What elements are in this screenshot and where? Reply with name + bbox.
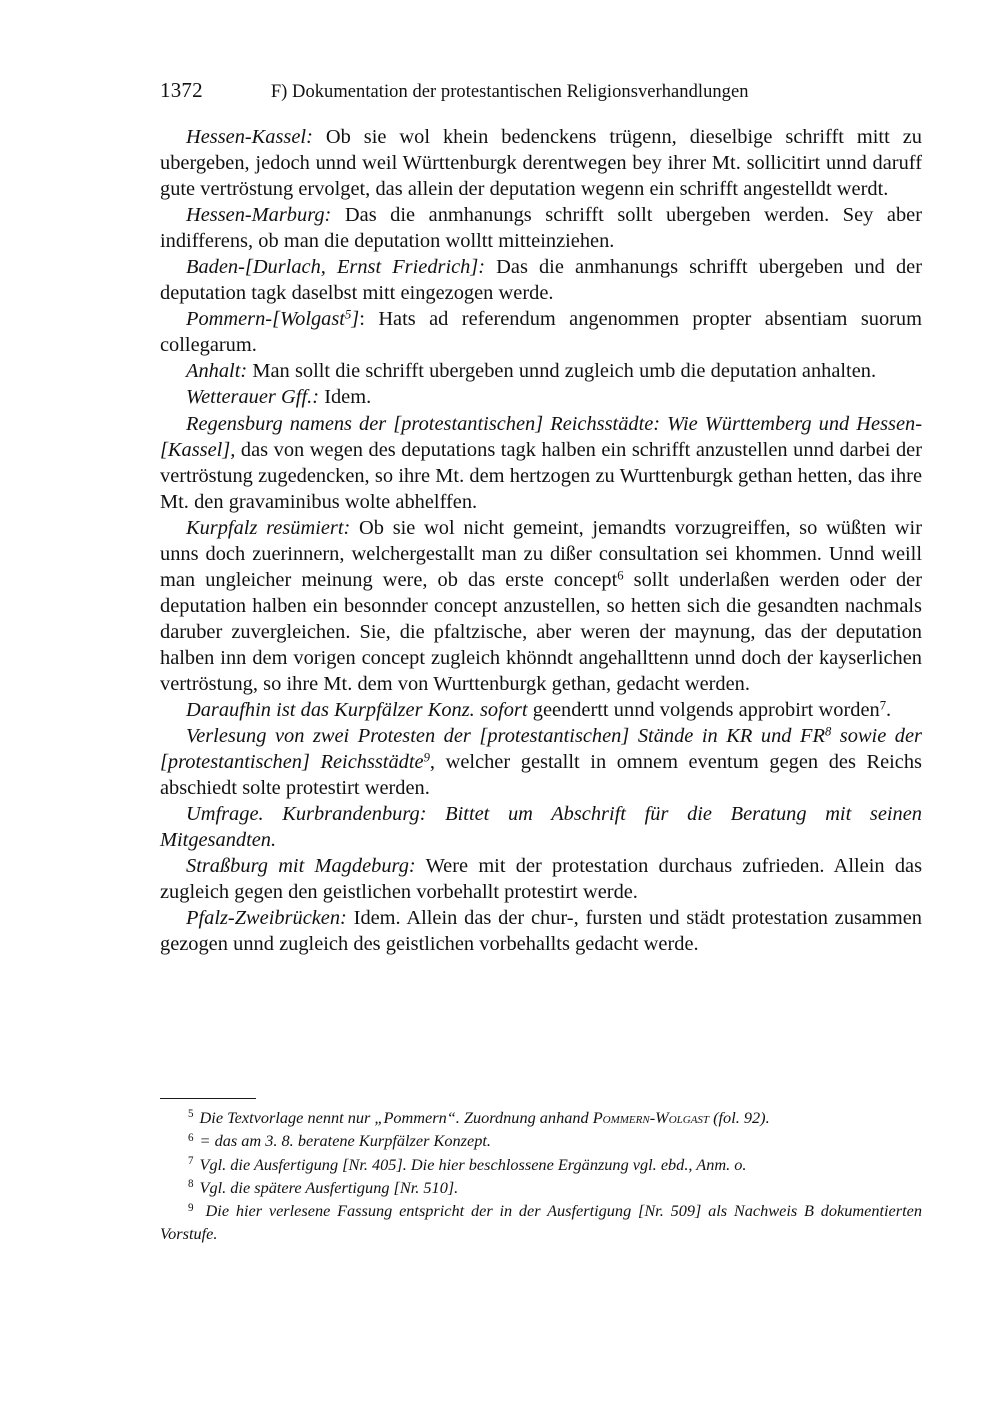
paragraph-pfalz-zweibruecken	[160, 905, 922, 957]
footnote-text-a: Vgl. die Ausfertigung [Nr. 405]. Die hier beschlossene Ergänzung vgl. ebd., Anm. o.	[199, 1154, 747, 1174]
paragraph-text: Ob sie wol khein bedenckens trügenn, dieselbige schrifft mitt zu ubergeben, jedoch unnd weil Württenburgk derentwegen bey ihrer Mt. sollicitirt unnd daruff gute vertröstung ervolget, das allein der deputation wegenn ein schrifft angestelldt werdt.	[160, 126, 922, 201]
speaker-label: Hessen-Kassel:	[186, 126, 313, 148]
paragraph-hessen-kassel	[160, 124, 922, 202]
footnote-ref-8[interactable]: 8	[824, 724, 832, 739]
paragraph-hessen-marburg	[160, 202, 922, 254]
speaker-label-tail: ]	[351, 308, 360, 331]
speaker-label: Kurpfalz resümiert:	[186, 516, 351, 539]
speaker-label-a: Verlesung von zwei Protesten der [protestantischen] Stände in KR und FR	[186, 725, 825, 748]
speaker-label: Straßburg mit Magdeburg:	[186, 855, 416, 878]
paragraph-text: Were mit der protestation durchaus zufrieden. Allein das zugleich gegen den geistlichen vorbehallt protestirt werde.	[160, 855, 923, 904]
paragraph-text: das von wegen des deputations tagk halben ein schrifft anzustellen unnd darbei der vertröstung zugedencken, so ihre Mt. dem hertzogen zu Wurttenburgk gethan hetten, das ihre Mt. den gravaminibus wolte abhelffen.	[160, 438, 922, 513]
footnote-text-b: (fol. 92).	[709, 1108, 770, 1127]
paragraph-text: Das die anmhanungs schrifft sollt ubergeben werden. Sey aber indifferens, ob man die deputation wolltt mitteinziehen.	[160, 204, 922, 253]
footnote-text-a: Die hier verlesene Fassung entspricht der in der Ausfertigung [Nr. 509] als Nachweis B dokumentierten Vorstufe.	[160, 1201, 922, 1244]
paragraph-text-a: Ob sie wol nicht gemeint, jemandts vorzugreiffen, so wüßten wir unns doch zuerinnern, welchergestallt man zu dißer consultation sei khommen. Unnd weill man ungleicher meinung were, ob das erste concept	[160, 516, 922, 591]
body-text	[160, 124, 922, 958]
footnote-text-a: Vgl. die spätere Ausfertigung [Nr. 510].	[199, 1177, 459, 1197]
paragraph-text: : Hats ad referendum angenommen propter absentiam suorum collegarum.	[160, 308, 922, 357]
speaker-label: Baden-[Durlach, Ernst Friedrich]:	[186, 256, 486, 279]
paragraph-text-a: geendertt unnd volgends approbirt worden	[527, 699, 880, 722]
paragraph-anhalt	[160, 358, 922, 384]
footnote-6: 6 = das am 3. 8. beratene Kurpfälzer Konzept.	[188, 1131, 491, 1151]
speaker-label-b: sowie der [protestantischen] Reichsstädte	[160, 725, 922, 774]
speaker-label: Daraufhin ist das Kurpfälzer Konz. sofort	[186, 699, 528, 722]
speaker-label: Anhalt:	[186, 360, 248, 383]
paragraph-umfrage	[160, 801, 922, 853]
speaker-label: Wetterauer Gff.:	[186, 386, 319, 409]
footnote-8: 8 Vgl. die spätere Ausfertigung [Nr. 510].	[188, 1177, 459, 1197]
running-head-title: F) Dokumentation der protestantischen Religionsverhandlungen	[270, 82, 749, 102]
paragraph-text: , welcher gestallt in omnem eventum gegen des Reichs abschiedt solte protestirt werden.	[160, 751, 922, 800]
paragraph-regensburg	[160, 411, 922, 515]
footnote-area	[160, 1098, 922, 1246]
footnote-text-a: Die Textvorlage nennt nur „Pommern“. Zuordnung anhand	[199, 1108, 593, 1127]
footnote-ref-9[interactable]: 9	[423, 750, 430, 765]
page-number: 1372	[160, 78, 203, 102]
paragraph-daraufhin	[160, 697, 922, 723]
footnote-5: 5 Die Textvorlage nennt nur „Pommern“. Zuordnung anhand Pommern-Wolgast (fol. 92).	[188, 1108, 770, 1127]
footnote-text-a: = das am 3. 8. beratene Kurpfälzer Konzept.	[199, 1131, 491, 1151]
footnote-smallcaps: Pommern-Wolgast	[592, 1108, 710, 1127]
speaker-label: Regensburg namens der [protestantischen] Reichsstädte: Wie Württemberg und Hessen-[Kassel],	[160, 412, 922, 461]
speaker-label: Pommern-[Wolgast	[186, 308, 345, 331]
speaker-label: Umfrage. Kurbrandenburg: Bittet um Abschrift für die Beratung mit seinen Mitgesandten.	[160, 803, 922, 852]
paragraph-text-b: sollt underlaßen werden oder der deputation halben ein besonnder concept anzustellen, so hetten sich die gesandten nachmals daruber zuvergleichen. Sie, die pfaltzische, aber weren der maynung, das der deputation halben inn dem vorigen concept zugleich khönndt angehallttenn unnd doch der kayserlichen vertröstung, so ihre Mt. dem von Wurttenburgk gethan, gedacht werden.	[160, 568, 922, 695]
footnote-ref-6[interactable]: 6	[617, 568, 624, 583]
footnote-ref-5[interactable]: 5	[344, 307, 352, 322]
footnote-7: 7 Vgl. die Ausfertigung [Nr. 405]. Die hier beschlossene Ergänzung vgl. ebd., Anm. o.	[188, 1154, 747, 1174]
paragraph-strassburg	[160, 853, 922, 905]
running-head	[160, 78, 920, 104]
paragraph-wetterauer-gff	[160, 384, 922, 410]
paragraph-pommern-wolgast	[160, 306, 922, 358]
paragraph-text: Man sollt die schrifft ubergeben unnd zugleich umb die deputation anhalten.	[247, 360, 877, 383]
footnote-9: 9 Die hier verlesene Fassung entspricht der in der Ausfertigung [Nr. 509] als Nachweis B dokumentierten Vorstufe.	[160, 1201, 922, 1244]
paragraph-kurpfalz	[160, 515, 922, 697]
speaker-label: Pfalz-Zweibrücken:	[186, 907, 347, 930]
paragraph-text: Das die anmhanungs schrifft ubergeben und der deputation tagk daselbst mitt eingezogen werde.	[160, 256, 922, 305]
paragraph-verlesung	[160, 723, 922, 801]
speaker-label: Hessen-Marburg:	[186, 204, 332, 227]
paragraph-text-b: .	[886, 699, 892, 722]
paragraph-baden-durlach	[160, 254, 922, 306]
footnote-ref-7[interactable]: 7	[879, 698, 887, 713]
paragraph-text: Idem. Allein das der chur-, fursten und städt protestation zusammen gezogen unnd zugleich des geistlichen vorbehallts gedacht werde.	[160, 907, 922, 956]
footnote-separator-rule	[160, 1098, 256, 1099]
paragraph-text: Idem.	[319, 386, 372, 409]
